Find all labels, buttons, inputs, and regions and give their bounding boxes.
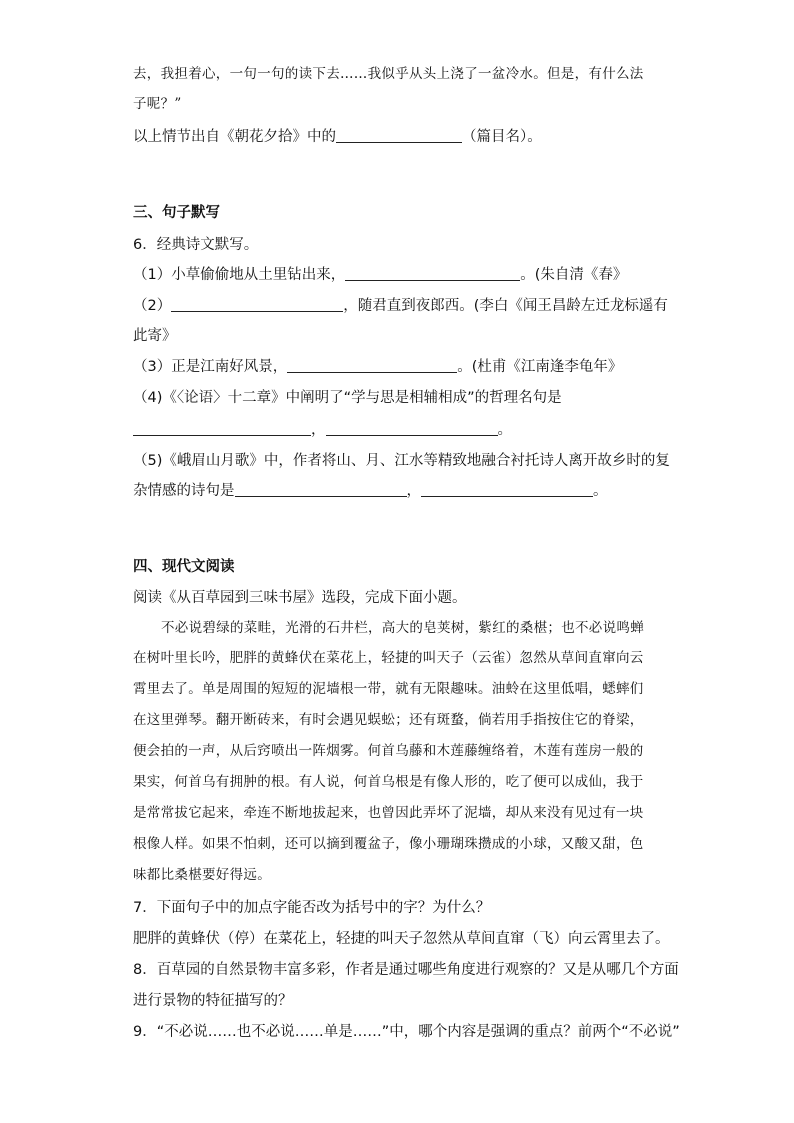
passage-line: 便会拍的一声，从后窍喷出一阵烟雾。何首乌藤和木莲藤缠络着，木莲有莲房一般的 xyxy=(133,743,644,759)
q6-item-4: （4)《〈论语〉十二章》中阐明了“学与思是相辅相成”的哲理名句是 xyxy=(133,390,562,406)
passage-line: 根像人样。如果不怕刺，还可以摘到覆盆子，像小珊瑚珠攒成的小球，又酸又甜，色 xyxy=(133,836,644,852)
passage-line: 霄里去了。单是周围的短短的泥墙根一带，就有无限趣味。油蛉在这里低唱，蟋蟀们 xyxy=(133,681,644,697)
q6-item-5-lead: 杂情感的诗句是 xyxy=(133,483,235,499)
answer-blank[interactable] xyxy=(235,482,407,497)
section-title-3: 三、句子默写 xyxy=(133,205,220,221)
passage-line: 是常常拔它起来，牵连不断地拔起来，也曾因此弄坏了泥墙，却从来没有见过有一块 xyxy=(133,805,644,821)
answer-blank[interactable] xyxy=(336,128,462,143)
q6-item-2 xyxy=(133,296,668,316)
q6-stem: 6．经典诗文默写。 xyxy=(133,237,259,253)
section-title-4: 四、现代文阅读 xyxy=(133,559,235,575)
quote-line-2: 子呢？” xyxy=(133,96,182,112)
passage-line: 果实，何首乌有拥肿的根。有人说，何首乌根是有像人形的，吃了便可以成仙，我于 xyxy=(133,774,644,790)
q6-item-4-end: 。 xyxy=(497,422,512,438)
q6-item-2-cont: 此寄》 xyxy=(133,328,177,344)
q6-item-3 xyxy=(133,357,664,377)
q6-item-1-post: 。(朱自清《春》 xyxy=(520,267,628,283)
q6-item-2-post: ，随君直到夜郎西。(李白《闻王昌龄左迁龙标遥有 xyxy=(343,298,668,314)
q6-item-2-pre: （2） xyxy=(133,298,172,314)
q8-line-2: 进行景物的特征描写的？ xyxy=(133,993,293,1009)
source-question xyxy=(133,127,664,147)
q6-item-1 xyxy=(133,265,664,285)
q6-item-3-pre: （3）正是江南好风景， xyxy=(133,359,288,375)
passage-line: 不必说碧绿的菜畦，光滑的石井栏，高大的皂荚树，紫红的桑椹；也不必说鸣蝉 xyxy=(161,620,644,636)
q6-item-5-sep: ， xyxy=(406,483,421,499)
q7-sentence: 肥胖的黄蜂伏（停）在菜花上，轻捷的叫天子忽然从草间直窜（飞）向云霄里去了。 xyxy=(133,931,670,947)
answer-blank[interactable] xyxy=(345,266,520,281)
reading-intro: 阅读《从百草园到三味书屋》选段，完成下面小题。 xyxy=(133,590,467,606)
answer-blank[interactable] xyxy=(326,421,498,436)
q6-item-5-cont xyxy=(133,481,664,501)
passage-line: 在这里弹琴。翻开断砖来，有时会遇见蜈蚣；还有斑蝥，倘若用手指按住它的脊梁， xyxy=(133,712,644,728)
q9-line-1: 9．“不必说……也不必说……单是……”中，哪个内容是强调的重点？前两个“不必说” xyxy=(133,1024,680,1040)
passage-line: 味都比桑椹要好得远。 xyxy=(133,867,271,883)
answer-blank[interactable] xyxy=(171,297,343,312)
source-question-suffix: （篇目名）。 xyxy=(462,129,542,145)
answer-blank[interactable] xyxy=(287,358,457,373)
quote-line-1: 去，我担着心，一句一句的读下去……我似乎从头上浇了一盆冷水。但是，有什么法 xyxy=(133,66,644,82)
source-question-prefix: 以上情节出自《朝花夕拾》中的 xyxy=(133,129,336,145)
answer-blank[interactable] xyxy=(421,482,593,497)
q6-item-1-pre: （1）小草偷偷地从土里钻出来， xyxy=(133,267,346,283)
answer-blank[interactable] xyxy=(133,421,311,436)
q6-item-3-post: 。(杜甫《江南逢李龟年》 xyxy=(457,359,623,375)
passage-line: 在树叶里长吟，肥胖的黄蜂伏在菜花上，轻捷的叫天子（云雀）忽然从草间直窜向云 xyxy=(133,650,644,666)
q6-item-4-sep: ， xyxy=(311,422,326,438)
q8-line-1: 8．百草园的自然景物丰富多彩，作者是通过哪些角度进行观察的？又是从哪几个方面 xyxy=(133,962,679,978)
q6-item-5-end: 。 xyxy=(593,483,608,499)
q7-stem: 7．下面句子中的加点字能否改为括号中的字？为什么？ xyxy=(133,900,491,916)
q6-item-4-blanks xyxy=(133,420,664,440)
q6-item-5: （5)《峨眉山月歌》中，作者将山、月、江水等精致地融合衬托诗人离开故乡时的复 xyxy=(133,453,670,469)
